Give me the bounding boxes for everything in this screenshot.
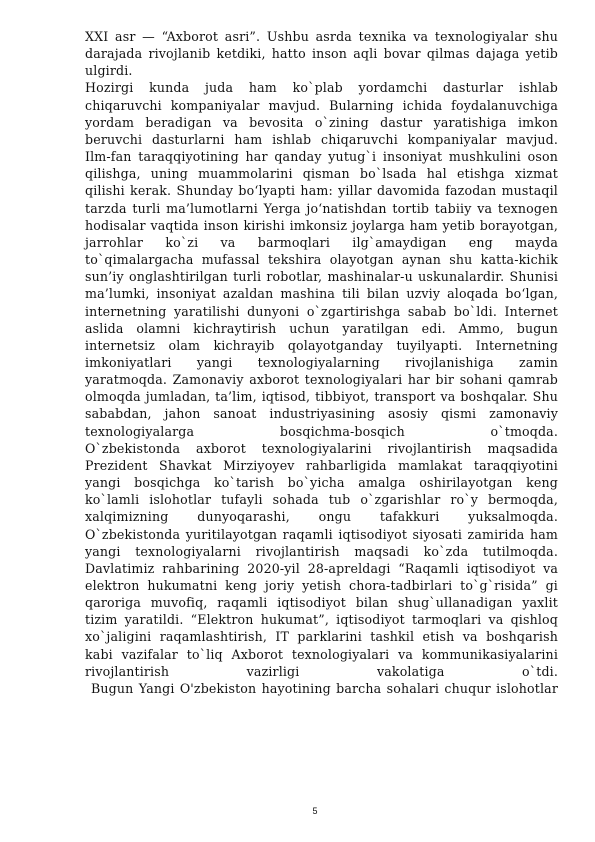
paragraph-digital-economy: O`zbekistonda yuritilayotgan raqamli iqtisodiyot siyosati zamirida ham yangi texnologiyalarni rivojlantirish maqsadi ko`zda tutilmoqda. Davlatimiz rahbarining 2020-yil 28-apreldagi “Raqamli iqtisodiyot va elektron hukumatni keng joriy yetish chora-tadbirlari to`g`risida” gi qaroriga muvofiq, raqamli iqtisodiyot bilan shug`ullanadigan yaxlit tizim yaratildi. “Elektron hukumat”, iqtisodiyot tarmoqlari va qishloq xo`jaligini raqamlashtirish, IT parklarini tashkil etish va boshqarish kabi vazifalar to`liq Axborot texnologiyalari va kommunikasiyalarini rivojlantirish vazirligi vakolatiga o`tdi. — [85, 526, 558, 679]
paragraph-software-companies: Hozirgi kunda juda ham ko`plab yordamchi dasturlar ishlab chiqaruvchi kompaniyalar mavjud. Bularning ichida foydalanuvchiga yordam beradigan va bevosita o`zining dastur yaratishiga imkon beruvchi dasturlarni ham ishlab chiqaruvchi kompaniyalar mavjud. — [85, 80, 558, 147]
paragraph-new-uzbekistan: Bugun Yangi O'zbekiston hayotining barcha sohalari chuqur islohotlar — [91, 680, 558, 696]
paragraph-intro: XXI asr — “Axborot asri”. Ushbu asrda texnika va texnologiyalar shu darajada rivojlanib ketdiki, hatto inson aqli bovar qilmas dajaga yetib ulgirdi. — [85, 29, 558, 79]
page-number: 5 — [312, 806, 318, 816]
paragraph-science-progress: Ilm-fan taraqqiyotining har qanday yutug`i insoniyat mushkulini oson qilishga, uning muammolarini qisman bo`lsada hal etishga xizmat qilishi kerak. Shunday bo‘lyapti ham: yillar davomida fazodan mustaqil tarzda turli ma’lumotlarni Yerga jo‘natishdan tortib tabiiy va texnogen hodisalar vaqtida inson kirishi imkonsiz joylarga ham yetib borayotgan, jarrohlar ko`zi va barmoqlari ilg`amaydigan eng mayda to`qimalargacha mufassal tekshira olayotgan aynan shu katta-kichik sun’iy onglashtirilgan turli robotlar, mashinalar-u uskunalardir. Shunisi ma’lumki, insoniyat azaldan mashina tili bilan uzviy aloqada bo‘lgan, internetning yaratilishi dunyoni o`zgartirishga sabab bo`ldi. Internet aslida olamni kichraytirish uchun yaratilgan edi. Ammo, bugun internetsiz olam kichrayib qolayotganday tuyilyapti. Internetning imkoniyatlari yangi texnologiyalarning rivojlanishiga zamin yaratmoqda. Zamonaviy axborot texnologiyalari har bir sohani qamrab olmoqda jumladan, ta’lim, iqtisod, tibbiyot, transport va boshqalar. Shu sababdan, jahon sanoat industriyasining asosiy qismi zamonaviy texnologiyalarga bosqichma-bosqich o`tmoqda. — [85, 149, 558, 439]
paragraph-uzbekistan-it: O`zbekistonda axborot texnologiyalarini rivojlantirish maqsadida Prezident Shavkat Mirziyoyev rahbarligida mamlakat taraqqiyotini yangi bosqichga ko`tarish bo`yicha amalga oshirilayotgan keng ko`lamli islohotlar tufayli sohada tub o`zgarishlar ro`y bermoqda, xalqimizning dunyoqarashi, ongu tafakkuri yuksalmoqda. — [85, 440, 558, 525]
document-body — [85, 28, 558, 697]
